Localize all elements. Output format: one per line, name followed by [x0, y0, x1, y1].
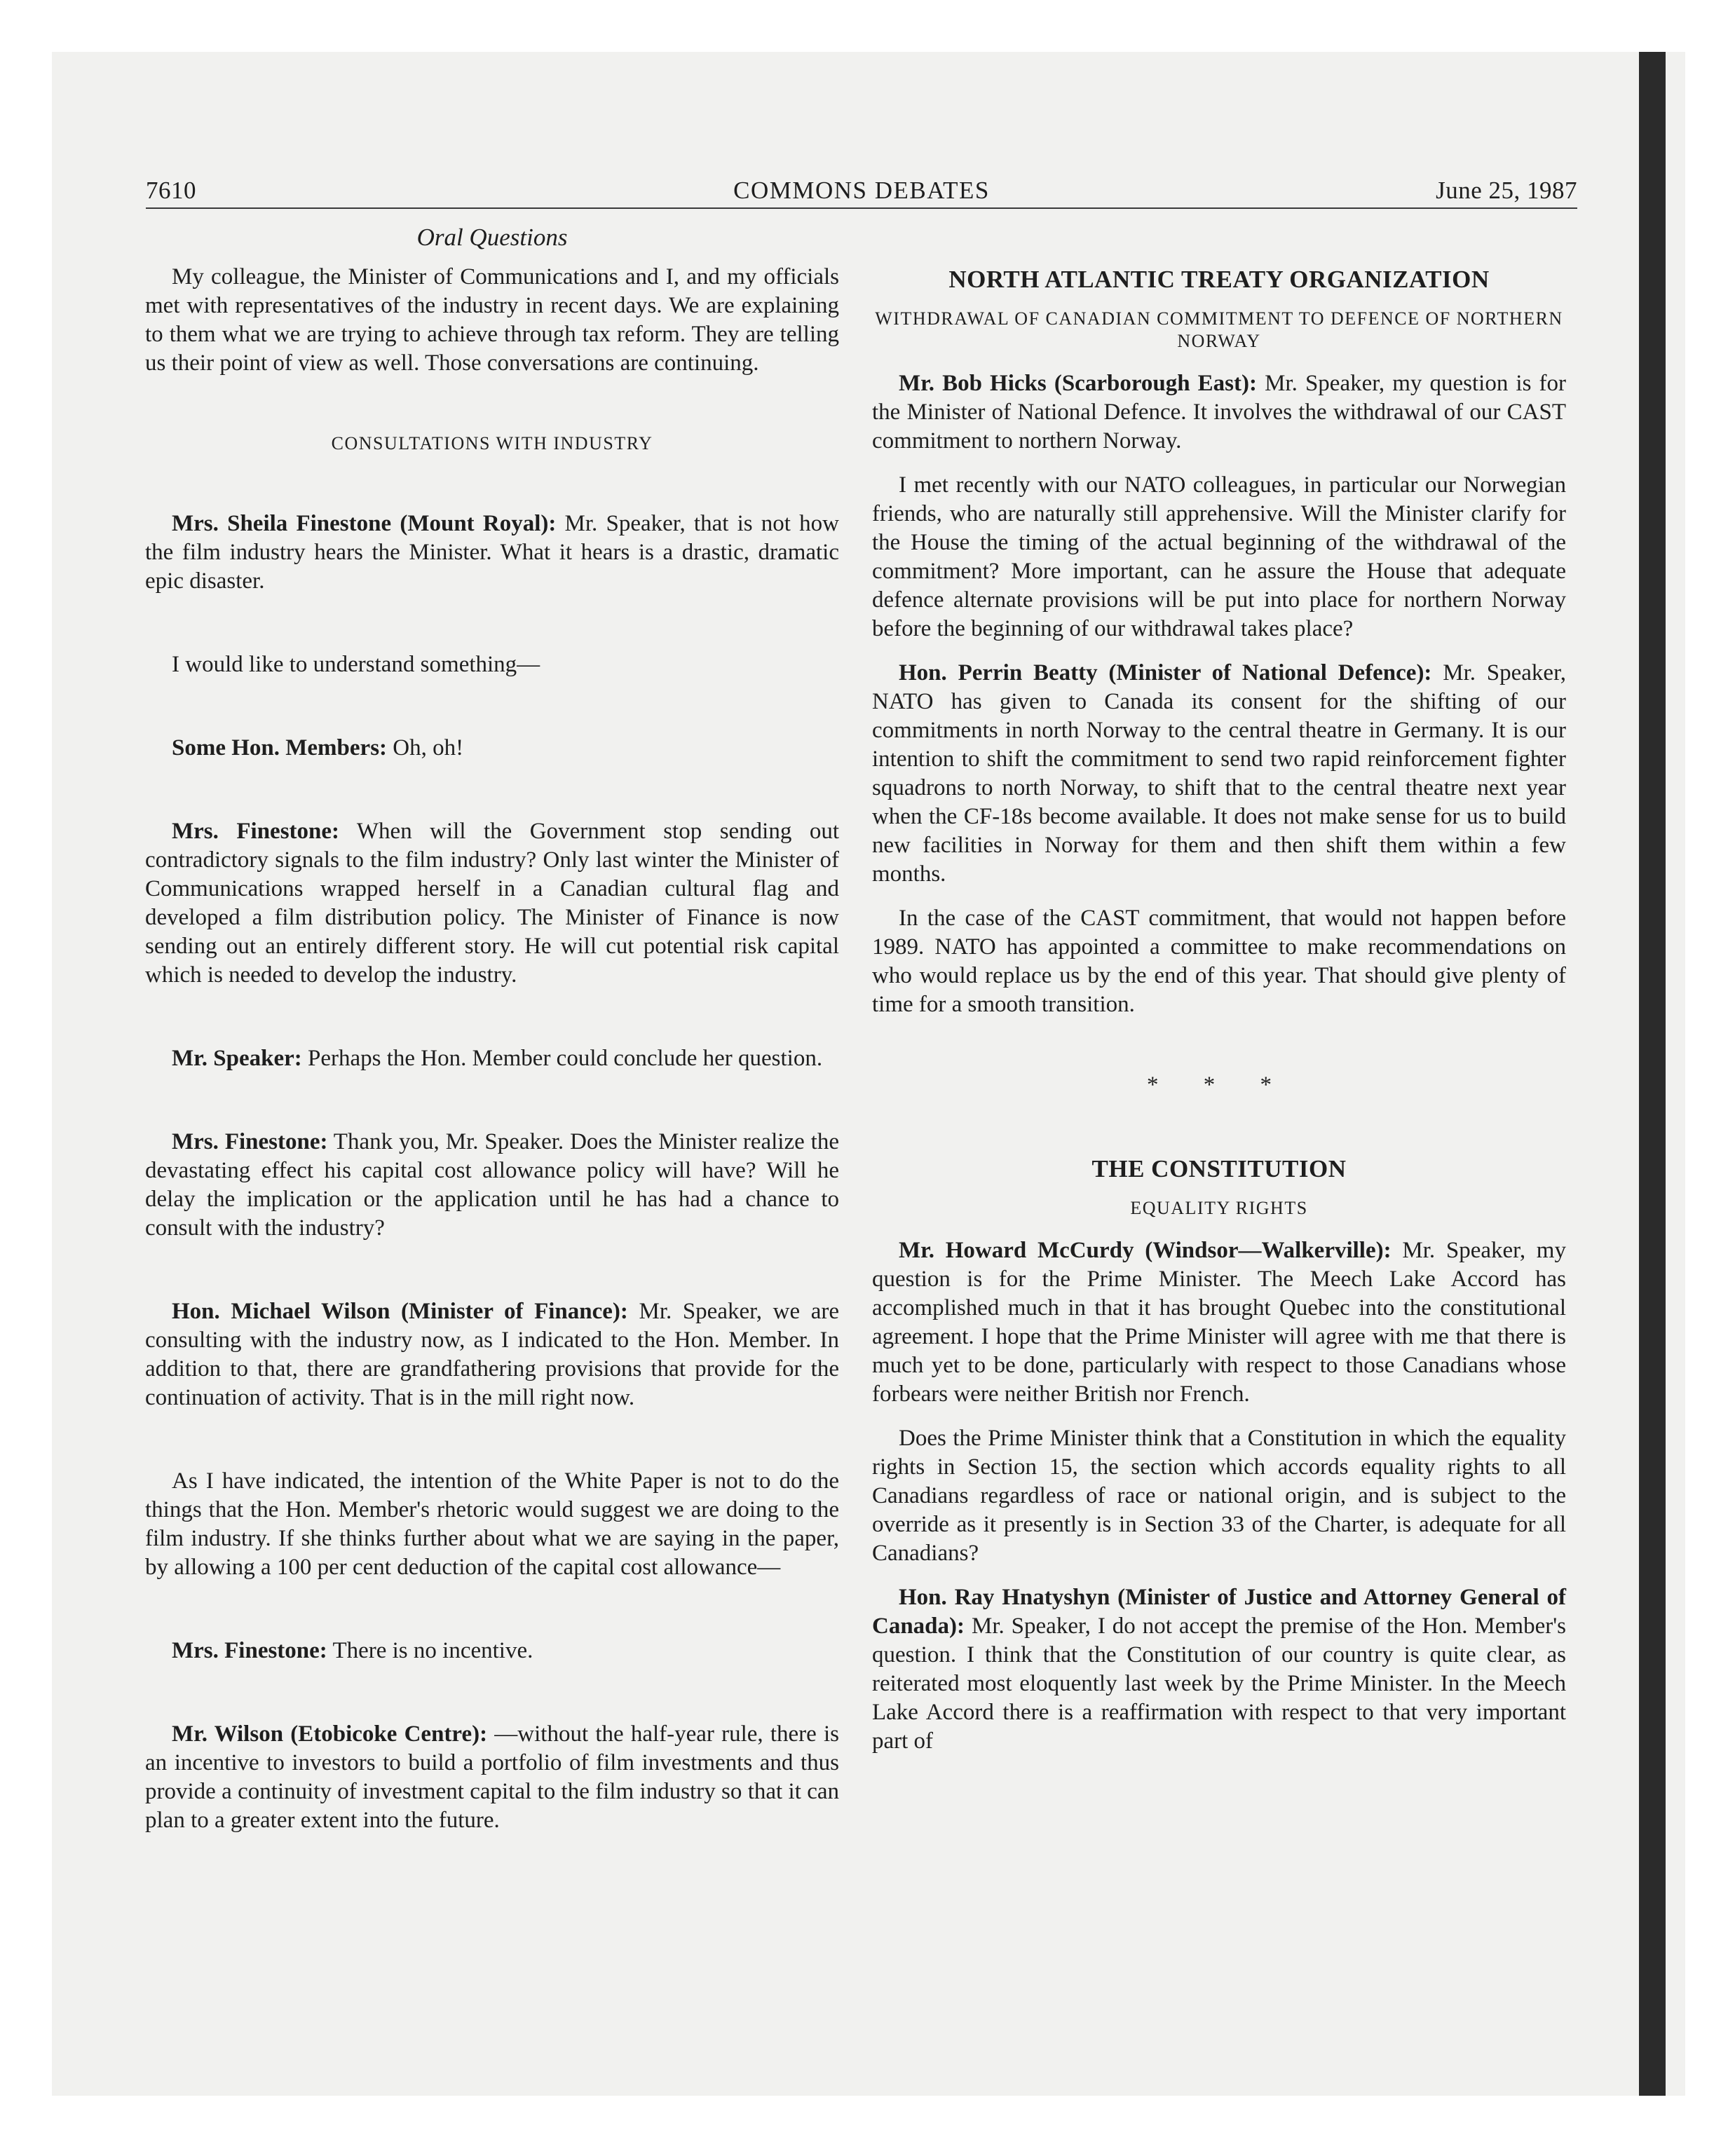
paragraph-text: Mr. Speaker, my question is for the Minister of National Defence. It involves the withdrawal of our CAST commitment to northern Norway. — [872, 371, 1567, 453]
speaker-name: Mrs. Sheila Finestone (Mount Royal): — [172, 511, 557, 536]
paragraph-text: Mr. Speaker, NATO has given to Canada its consent for the shifting of our commitments in north Norway to the central theatre in Germany. It is our intention to shift the commitment to send two rapid reinforcement fighter squadrons to north Norway, to shift that to the central theatre next year when the CF-18s become available. It does not make sense for us to build new facilities in Norway for them and then shift them within a few months. — [872, 660, 1566, 887]
page-number: 7610 — [146, 177, 196, 204]
paragraph — [872, 1236, 1566, 1409]
paragraph — [145, 510, 839, 596]
speaker-name: Mr. Speaker: — [172, 1046, 302, 1071]
paragraph-text: Perhaps the Hon. Member could conclude her question. — [301, 1046, 823, 1071]
paragraph-text: Thank you, Mr. Speaker. Does the Minister realize the devastating effect his capital cost allowance policy will have? Will he delay the implication or the application until he has had a chance to consult with the industry? — [145, 1129, 839, 1241]
paragraph-text: I met recently with our NATO colleagues, in particular our Norwegian friends, who are naturally still apprehensive. Will the Minister clarify for the House the timing of the actual beginning of the withdrawal of the commitment? More important, can he assure the House that adequate defence alternate provisions will be put into place for northern Norway before the beginning of our withdrawal takes place? — [872, 472, 1566, 641]
left-column — [145, 217, 839, 1835]
paragraph-text: Mr. Speaker, that is not how the film industry hears the Minister. What it hears is a drastic, dramatic epic disaster. — [145, 511, 840, 594]
paragraph — [872, 1583, 1566, 1756]
paragraph — [872, 1424, 1566, 1568]
section-heading: THE CONSTITUTION — [1091, 1155, 1347, 1182]
paragraph — [872, 904, 1566, 1019]
paragraph — [145, 1720, 839, 1835]
paragraph — [145, 1128, 839, 1243]
paragraph — [145, 1297, 839, 1412]
paragraph-text: When will the Government stop sending out contradictory signals to the film industry? Only last winter the Minister of Communications wrapped herself in a Canadian cultural flag and developed a film distribution policy. The Minister of Finance is now sending out an entirely different story. He will cut potential risk capital which is needed to develop the industry. — [145, 819, 839, 988]
paragraph — [145, 1044, 839, 1073]
paragraph-text: Mr. Speaker, I do not accept the premise of the Hon. Member's question. I think that the Constitution of our country is quite clear, as reiterated most eloquently last week by the Prime Minister. In the Meech Lake Accord there is a reaffirmation with respect to that very important part of — [872, 1613, 1566, 1754]
paragraph-text: Mr. Speaker, my question is for the Prime Minister. The Meech Lake Accord has accomplished much in that it has brought Quebec into the constitutional agreement. I hope that the Prime Minister will agree with me that there is much yet to be done, particularly with respect to those Canadians whose forbears were neither British nor French. — [872, 1238, 1566, 1407]
paragraph — [872, 471, 1566, 643]
section-divider: * * * — [1147, 1072, 1291, 1098]
right-column — [872, 217, 1566, 1756]
paragraph-text: I would like to understand something— — [172, 652, 540, 677]
speaker-name: Mrs. Finestone: — [172, 1638, 327, 1663]
paragraph-text: —without the half-year rule, there is an incentive to investors to build a portfolio of film investments and thus provide a continuity of investment capital to the film industry so that it can plan to a greater extent into the future. — [145, 1721, 839, 1833]
speaker-name: Some Hon. Members: — [172, 735, 388, 760]
speaker-name: Mr. Howard McCurdy (Windsor—Walkerville): — [899, 1238, 1392, 1263]
paragraph — [145, 1637, 839, 1665]
section-heading: NORTH ATLANTIC TREATY ORGANIZATION — [948, 266, 1490, 293]
paragraph-text: Mr. Speaker, we are consulting with the industry now, as I indicated to the Hon. Member. In addition to that, there are grandfathering provisions that provide for the continuation of activity. That is in the mill right now. — [145, 1299, 839, 1410]
speaker-name: Mrs. Finestone: — [172, 1129, 328, 1154]
paragraph-text: In the case of the CAST commitment, that would not happen before 1989. NATO has appointed a committee to make recommendations on who would replace us by the end of this year. That should give plenty of time for a smooth transition. — [872, 906, 1566, 1017]
page-header — [146, 172, 1577, 209]
speaker-name: Hon. Ray Hnatyshyn (Minister of Justice and Attorney General of Canada): — [872, 1585, 1566, 1639]
section-title: Oral Questions — [416, 224, 568, 251]
paragraph-text: As I have indicated, the intention of the White Paper is not to do the things that the Hon. Member's rhetoric would suggest we are doing to the film industry. If she thinks further about what we are saying in the paper, by allowing a 100 per cent deduction of the capital cost allowance— — [145, 1468, 839, 1580]
subheading: EQUALITY RIGHTS — [1130, 1198, 1308, 1218]
paragraph — [145, 650, 839, 679]
speaker-name: Mrs. Finestone: — [172, 819, 340, 844]
paragraph — [872, 659, 1566, 889]
scan-edge-shadow — [1639, 52, 1666, 2096]
publication-title: COMMONS DEBATES — [733, 177, 990, 204]
speaker-name: Mr. Wilson (Etobicoke Centre): — [172, 1721, 488, 1747]
publication-date: June 25, 1987 — [1436, 177, 1577, 204]
subheading: CONSULTATIONS WITH INDUSTRY — [331, 433, 653, 453]
speaker-name: Hon. Michael Wilson (Minister of Finance): — [172, 1299, 628, 1324]
speaker-name: Hon. Perrin Beatty (Minister of National Defence): — [899, 660, 1432, 685]
paragraph-text: My colleague, the Minister of Communications and I, and my officials met with representatives of the industry in recent days. We are explaining to them what we are trying to achieve through tax reform. They are telling us their point of view as well. Those conversations are continuing. — [145, 264, 839, 376]
paragraph-text: Oh, oh! — [387, 735, 464, 760]
paragraph — [872, 369, 1566, 456]
paragraph-text: Does the Prime Minister think that a Constitution in which the equality rights in Section 15, the section which accords equality rights to all Canadians regardless of race or national origin, and is subject to the override as it presently is in Section 33 of the Charter, is adequate for all Canadians? — [872, 1426, 1566, 1566]
subheading: WITHDRAWAL OF CANADIAN COMMITMENT TO DEFENCE OF NORTHERN NORWAY — [875, 308, 1563, 351]
paragraph — [145, 1467, 839, 1582]
speaker-name: Mr. Bob Hicks (Scarborough East): — [899, 371, 1257, 396]
paragraph-text: There is no incentive. — [327, 1638, 533, 1663]
paragraph — [145, 263, 839, 378]
paragraph — [145, 734, 839, 763]
paragraph — [145, 817, 839, 990]
